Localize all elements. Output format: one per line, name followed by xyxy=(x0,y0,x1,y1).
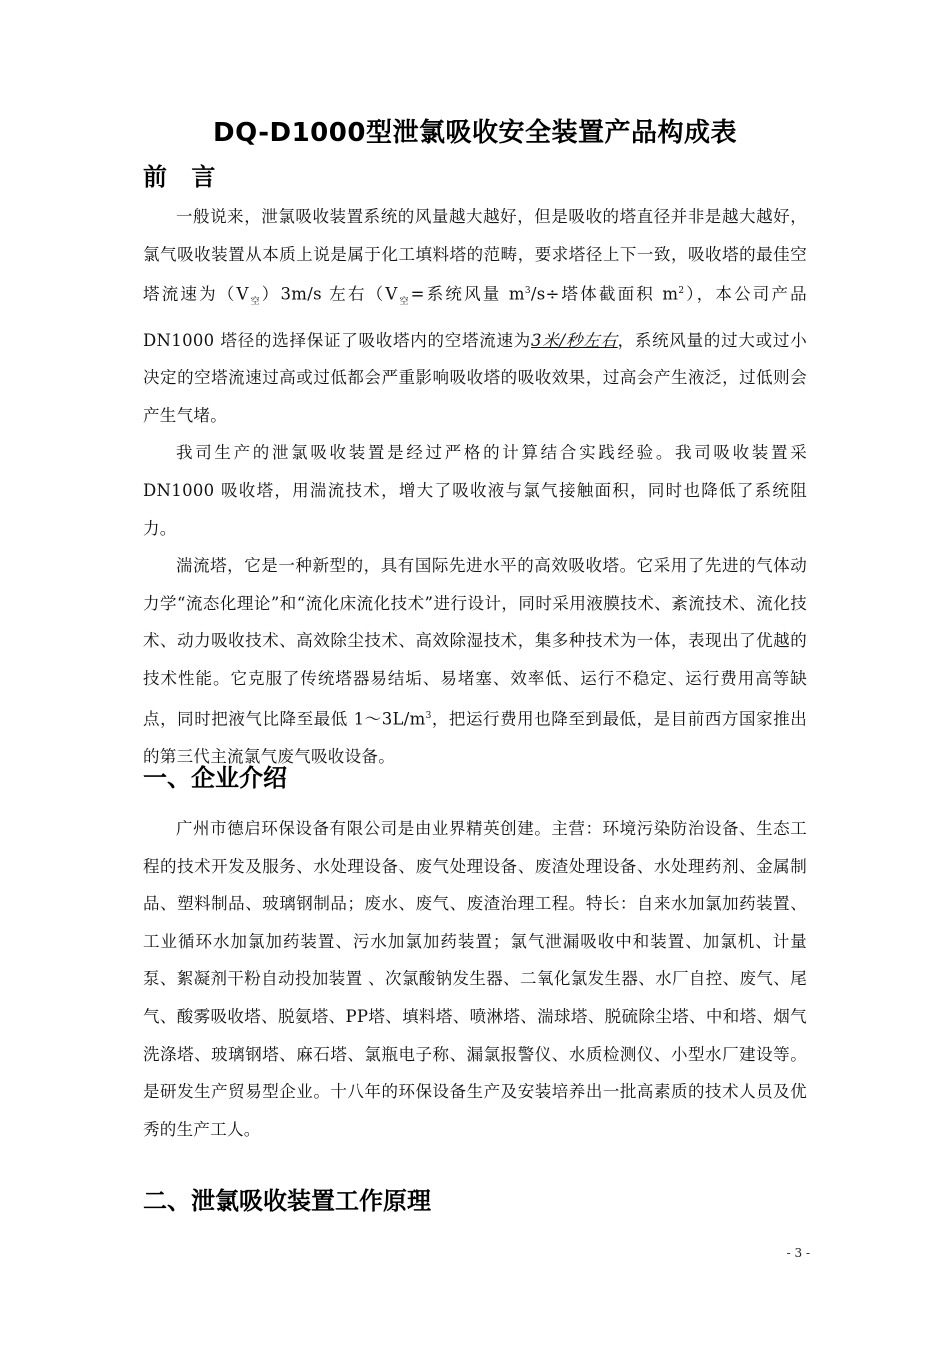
company-intro-paragraph: 广州市德启环保设备有限公司是由业界精英创建。主营：环境污染防治设备、生态工程的技术开发及服务、水处理设备、废气处理设备、废渣处理设备、水处理药剂、金属制品、塑料制品、玻璃钢制品；废水、废气、废渣治理工程。特长：自来水加氯加药装置、工业循环水加氯加药装置、污水加氯加药装置；氯气泄漏吸收中和装置、加氯机、计量泵、絮凝剂干粉自动投加装置 、次氯酸钠发生器、二氧化氯发生器、水厂自控、废气、尾气、酸雾吸收塔、脱氨塔、PP塔、填料塔、喷淋塔、湍球塔、脱硫除尘塔、中和塔、烟气洗涤塔、玻璃钢塔、麻石塔、氯瓶电子称、漏氯报警仪、水质检测仪、小型水厂建设等。是研发生产贸易型企业。十八年的环保设备生产及安装培养出一批高素质的技术人员及优秀的生产工人。 xyxy=(143,819,807,1139)
text-run: ），本公司产品 DN1000 塔径的选择保证了吸收塔内的空塔流速为 xyxy=(143,284,807,350)
section-1-body xyxy=(143,810,807,1148)
text-run: =系统风量 m xyxy=(410,284,525,304)
preface-paragraph-3 xyxy=(143,547,807,775)
superscript: 3 xyxy=(425,710,432,721)
text-run: ）3m/s 左右（V xyxy=(261,284,398,304)
preface-paragraph-2: 我司生产的泄氯吸收装置是经过严格的计算结合实践经验。我司吸收装置采 DN1000 吸收塔，用湍流技术，增大了吸收液与氯气接触面积，同时也降低了系统阻力。 xyxy=(143,443,807,538)
section-1-heading: 一、企业介绍 xyxy=(143,764,287,792)
text-run: ，系统风量的过大或过小决定的空塔流速过高或过低都会严重影响吸收塔的吸收效果，过高会产生液泛，过低则会产生气堵。 xyxy=(143,330,807,425)
document-title: DQ-D1000型泄氯吸收安全装置产品构成表 xyxy=(213,118,737,148)
section-2-heading: 二、泄氯吸收装置工作原理 xyxy=(143,1187,431,1215)
preface-heading: 前 言 xyxy=(143,163,224,191)
superscript: 3 xyxy=(524,286,531,297)
preface-body xyxy=(143,198,807,775)
text-run: 湍流塔，它是一种新型的，具有国际先进水平的高效吸收塔。它采用了先进的气体动力学“流态化理论”和“流化床流化技术”进行设计，同时采用液膜技术、紊流技术、流化技术、动力吸收技术、高效除尘技术、高效除湿技术，集多种技术为一体，表现出了优越的技术性能。它克服了传统塔器易结垢、易堵塞、效率低、运行不稳定、运行费用高等缺点，同时把液气比降至最低 1～3L/m xyxy=(143,556,807,729)
superscript: 2 xyxy=(678,286,685,297)
preface-paragraph-1 xyxy=(143,198,807,434)
page-number: - 3 - xyxy=(786,1246,810,1260)
emphasized-speed: 3米/秒左右 xyxy=(531,330,618,350)
subscript: 空 xyxy=(397,296,411,307)
subscript: 空 xyxy=(248,296,262,307)
text-run: /s÷塔体截面积 m xyxy=(530,284,679,304)
text-run: 一般说来，泄氯吸收装置系统的风量越大越好，但是吸收的塔直径并非是越大越好，氯气吸收装置从本质上说是属于化工填料塔的范畴，要求塔径上下一致，吸收塔的最佳空塔流速为（V xyxy=(143,207,807,304)
text-run: ，把运行费用也降至到最低，是目前西方国家推出的第三代主流氯气废气吸收设备。 xyxy=(143,709,807,766)
